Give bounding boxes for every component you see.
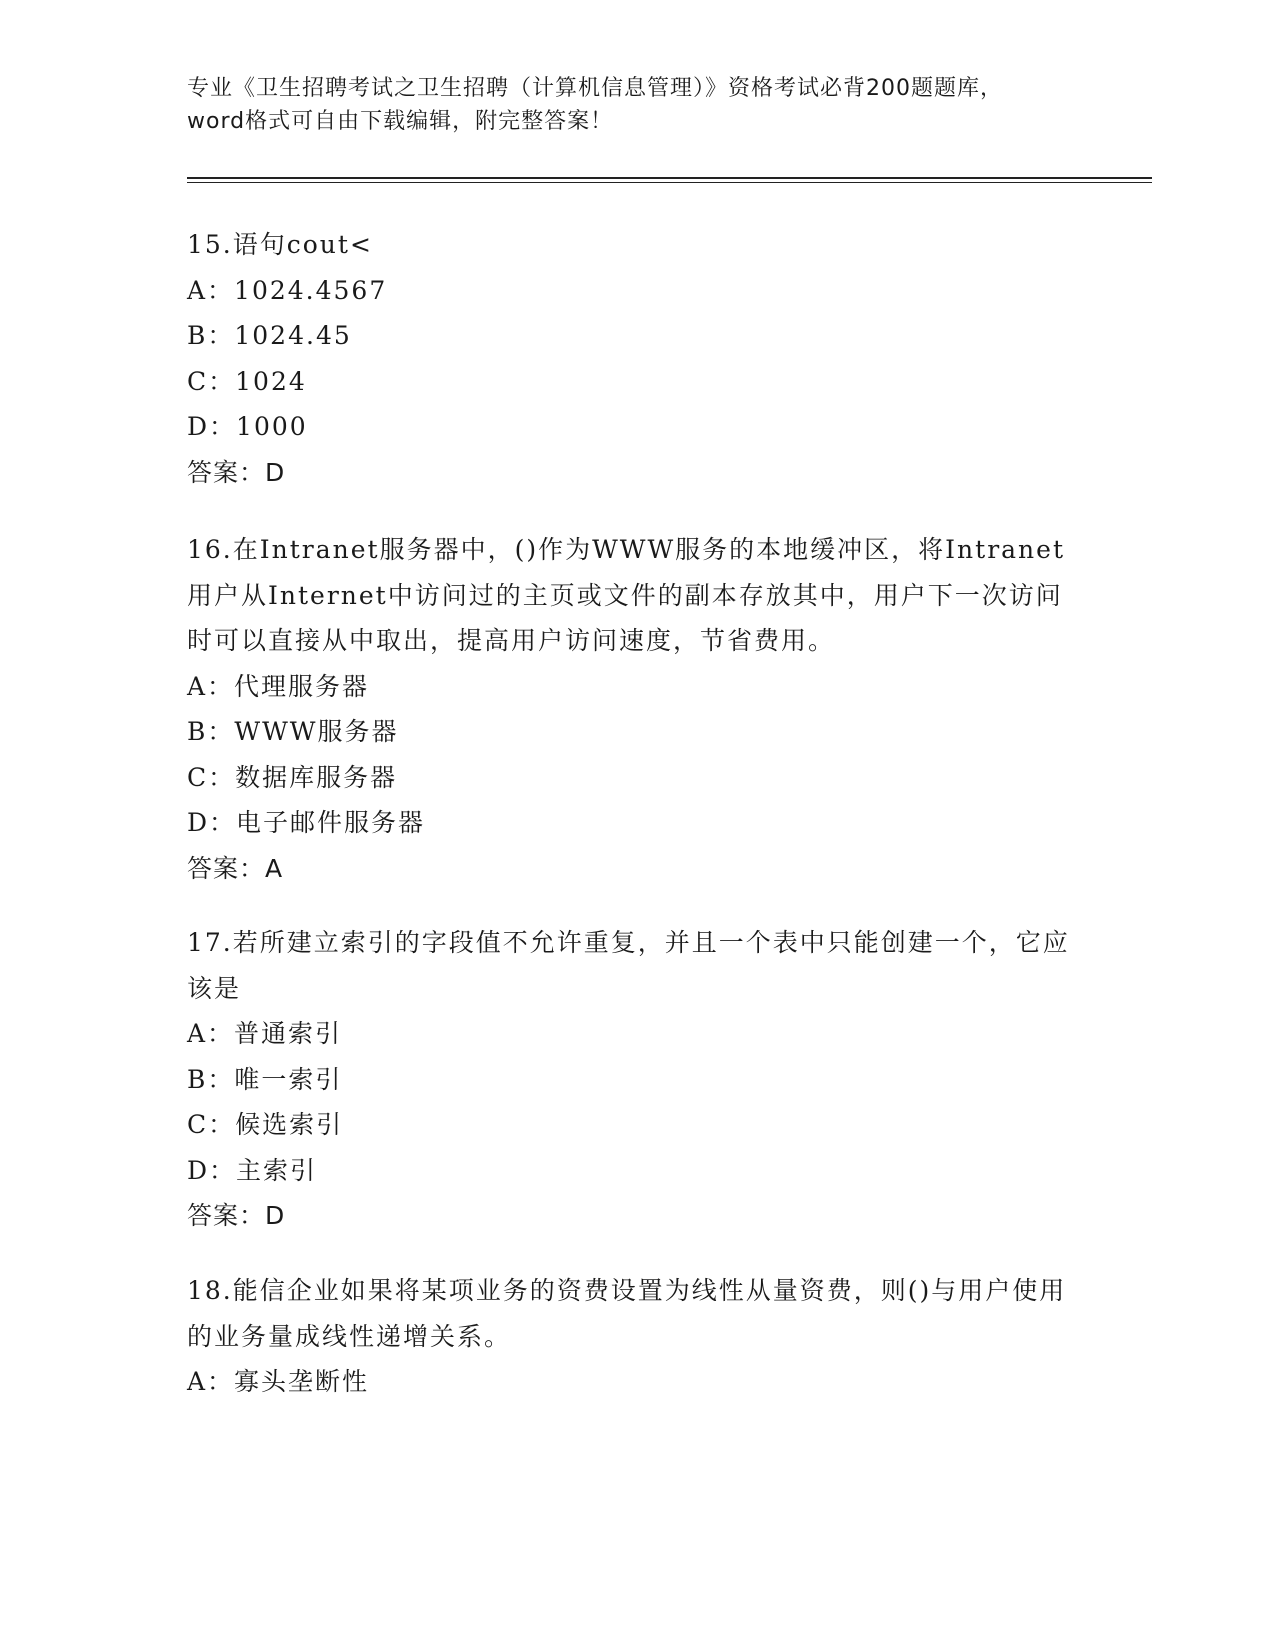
answer: 答案：A — [187, 853, 284, 883]
option-a: A：普通索引 — [187, 1019, 343, 1048]
option-b: B：WWW服务器 — [187, 717, 399, 746]
question-17 — [187, 920, 1087, 1239]
header-line-1: 专业《卫生招聘考试之卫生招聘（计算机信息管理）》资格考试必背200题题库， — [187, 76, 1003, 101]
option-d: D：电子邮件服务器 — [187, 808, 426, 837]
header-divider-thick — [187, 177, 1152, 179]
question-text: 16.在Intranet服务器中，()作为WWW服务的本地缓冲区，将Intranet用户从Internet中访问过的主页或文件的副本存放其中，用户下一次访问时可以直接从中取出，提高用户访问速度，节省费用。 — [187, 535, 1065, 655]
option-d: D：主索引 — [187, 1155, 318, 1185]
answer: 答案：D — [187, 1201, 286, 1230]
header-divider-thin — [187, 182, 1152, 183]
option-d: D：1000 — [187, 412, 308, 441]
option-b: B：1024.45 — [187, 321, 352, 350]
question-15 — [187, 222, 1087, 495]
question-16 — [187, 527, 1087, 891]
question-18 — [187, 1268, 1087, 1405]
option-a: A：代理服务器 — [187, 671, 370, 701]
option-c: C：数据库服务器 — [187, 762, 398, 792]
option-b: B：唯一索引 — [187, 1064, 343, 1094]
option-a: A：1024.4567 — [187, 275, 388, 305]
option-c: C：候选索引 — [187, 1110, 344, 1139]
question-text: 18.能信企业如果将某项业务的资费设置为线性从量资费，则()与用户使用的业务量成线性递增关系。 — [187, 1276, 1067, 1351]
option-a: A：寡头垄断性 — [187, 1367, 370, 1396]
question-text: 17.若所建立索引的字段值不允许重复，并且一个表中只能创建一个，它应该是 — [187, 928, 1070, 1003]
option-c: C：1024 — [187, 366, 307, 396]
answer: 答案：D — [187, 457, 286, 487]
header-line-2: word格式可自由下载编辑，附完整答案！ — [187, 109, 614, 134]
document-header — [187, 72, 1087, 138]
question-text: 15.语句cout< — [187, 230, 373, 259]
